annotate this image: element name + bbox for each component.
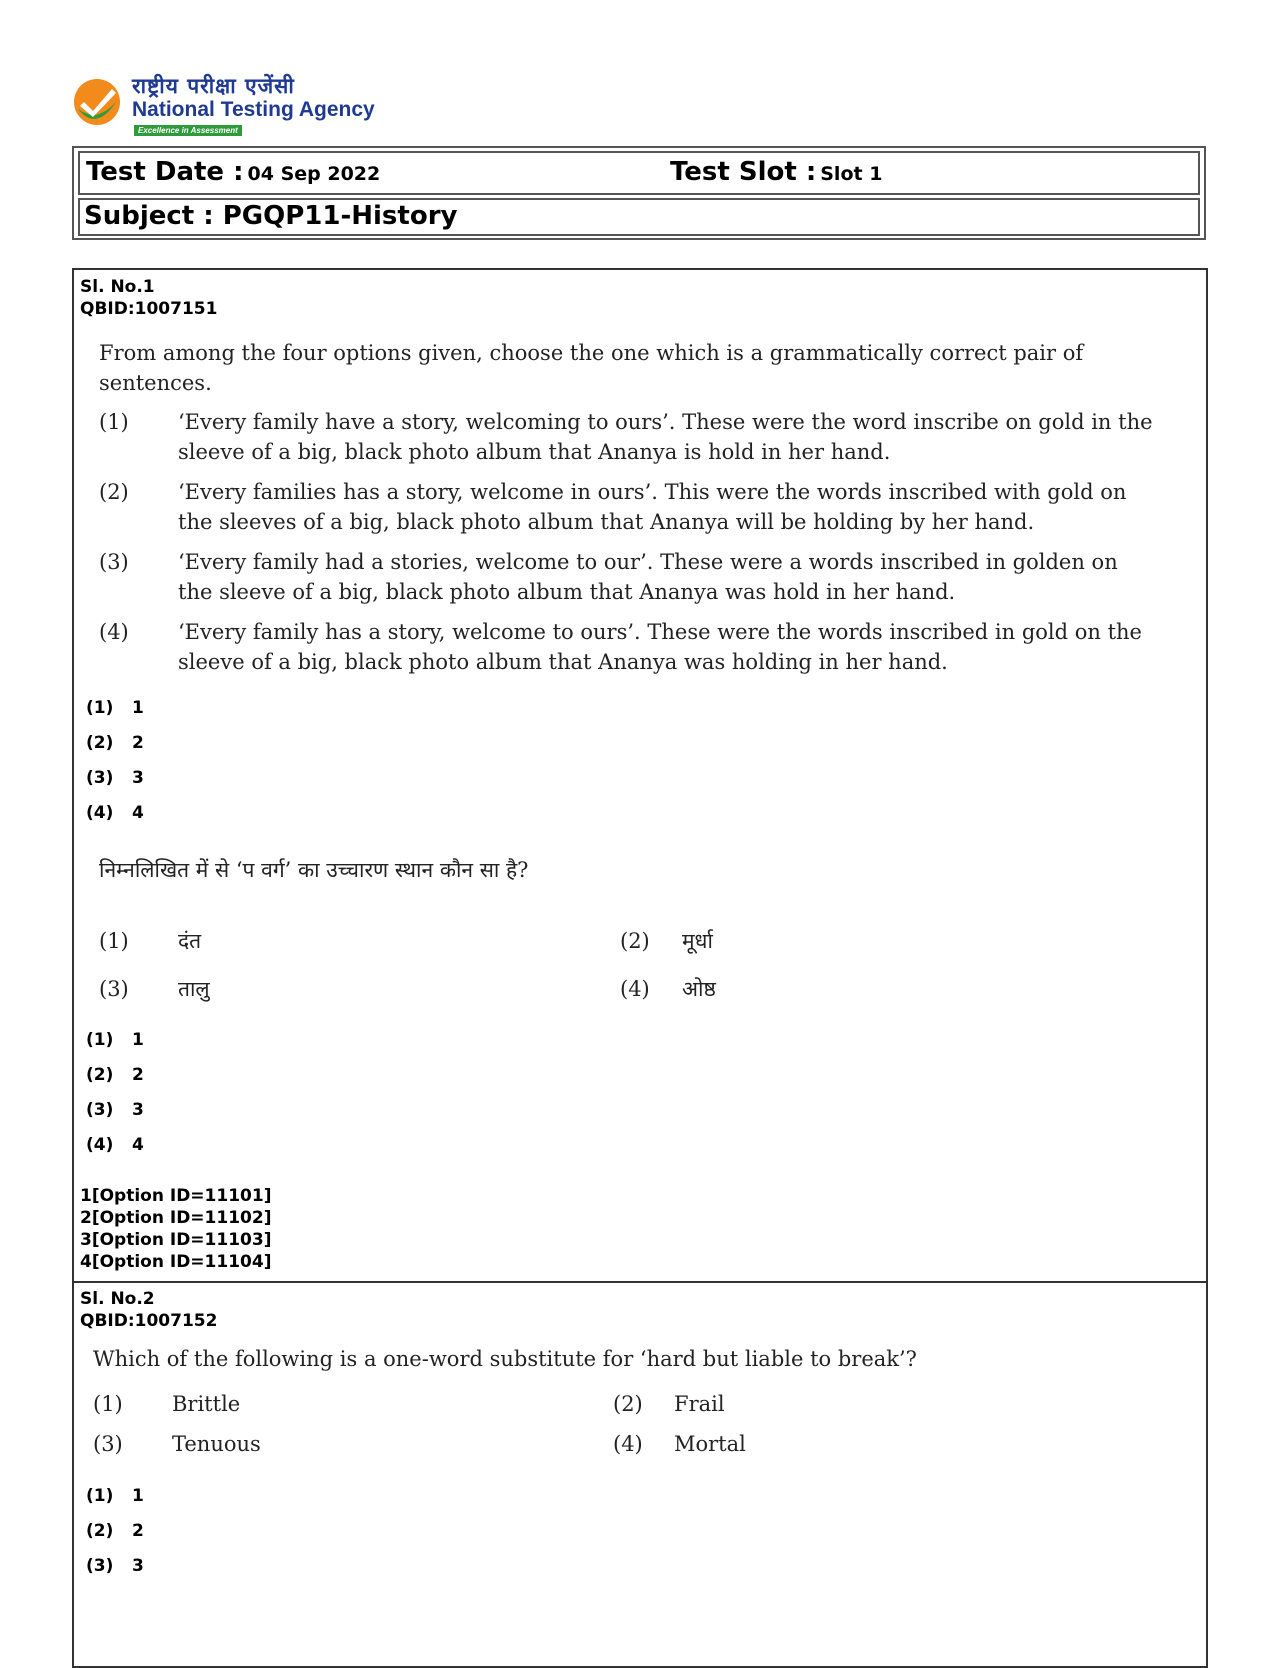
q1-hindi-option-number: (2)	[620, 929, 650, 953]
q2-option-text: Tenuous	[172, 1432, 261, 1456]
logo-english-name: National Testing Agency	[132, 98, 375, 121]
q2-stem: Which of the following is a one-word substitute for ‘hard but liable to break’?	[93, 1347, 917, 1371]
answer-choice[interactable]: (2) 2	[86, 1065, 144, 1085]
answer-choice[interactable]: (1) 1	[86, 1486, 144, 1506]
q1-stem: From among the four options given, choose the one which is a grammatically correct pair of sentences.	[99, 341, 1084, 395]
test-date-slot-row	[78, 151, 1200, 195]
q1-option-text: ‘Every family have a story, welcoming to ours’. These were the word inscribe on gold in the sleeve of a big, black photo album that Ananya is hold in her hand.	[178, 410, 1153, 464]
checkmark-logo-icon	[72, 77, 122, 127]
q2-meta	[80, 1288, 217, 1332]
q1-hindi-option-text: दंत	[178, 929, 202, 953]
q1-hindi-option-text: मूर्धा	[682, 929, 713, 953]
answer-choice[interactable]: (4) 4	[86, 803, 144, 823]
option-id: 2[Option ID=11102]	[80, 1208, 272, 1228]
test-date-value: 04 Sep 2022	[247, 163, 381, 185]
test-slot-label: Test Slot :	[670, 157, 817, 187]
logo-hindi-name: राष्ट्रीय परीक्षा एजेंसी	[132, 74, 295, 98]
q2-option-number: (3)	[93, 1432, 123, 1456]
q1-hindi-stem: निम्नलिखित में से ‘प वर्ग’ का उच्चारण स्थान कौन सा है?	[99, 858, 529, 882]
q2-option-text: Frail	[674, 1392, 725, 1416]
q1-option-number: (1)	[99, 410, 129, 434]
option-id: 3[Option ID=11103]	[80, 1230, 272, 1250]
option-id: 1[Option ID=11101]	[80, 1186, 272, 1206]
subject-row	[78, 198, 1200, 236]
q1-hindi-option-number: (4)	[620, 977, 650, 1001]
q1-sl-no: Sl. No.1	[80, 277, 155, 297]
q2-option-number: (4)	[613, 1432, 643, 1456]
q1-option-number: (4)	[99, 620, 129, 644]
test-date	[86, 157, 380, 187]
q2-option-text: Brittle	[172, 1392, 241, 1416]
q1-hindi-option-number: (1)	[99, 929, 129, 953]
q2-option-number: (1)	[93, 1392, 123, 1416]
question-divider	[72, 1281, 1208, 1283]
answer-choice[interactable]: (1) 1	[86, 698, 144, 718]
q2-qbid: QBID:1007152	[80, 1311, 218, 1331]
q1-option-text: ‘Every families has a story, welcome in ours’. This were the words inscribed with gold on the sleeves of a big, black photo album that Ananya will be holding by her hand.	[178, 480, 1127, 534]
q1-hindi-option-text: ओष्ठ	[682, 977, 716, 1001]
q1-option-number: (2)	[99, 480, 129, 504]
test-header	[72, 146, 1206, 240]
logo-tagline: Excellence in Assessment	[134, 125, 242, 136]
q1-hindi-option-number: (3)	[99, 977, 129, 1001]
q2-option-text: Mortal	[674, 1432, 746, 1456]
q2-sl-no: Sl. No.2	[80, 1289, 155, 1309]
q1-option-text: ‘Every family had a stories, welcome to our’. These were a words inscribed in golden on the sleeve of a big, black photo album that Ananya was hold in her hand.	[178, 550, 1118, 604]
q1-qbid: QBID:1007151	[80, 299, 218, 319]
test-slot	[670, 157, 882, 187]
answer-choice[interactable]: (3) 3	[86, 1100, 144, 1120]
answer-choice[interactable]: (2) 2	[86, 1521, 144, 1541]
answer-choice[interactable]: (3) 3	[86, 768, 144, 788]
test-slot-value: Slot 1	[820, 163, 883, 185]
q2-option-number: (2)	[613, 1392, 643, 1416]
q1-meta	[80, 276, 217, 320]
q1-option-text: ‘Every family has a story, welcome to ours’. These were the words inscribed in gold on the sleeve of a big, black photo album that Ananya was holding in her hand.	[178, 620, 1142, 674]
nta-logo	[72, 72, 412, 140]
q1-option-number: (3)	[99, 550, 129, 574]
q1-hindi-option-text: तालु	[178, 977, 210, 1001]
test-date-label: Test Date :	[86, 157, 244, 187]
subject-title: Subject : PGQP11-History	[84, 201, 458, 231]
answer-choice[interactable]: (1) 1	[86, 1030, 144, 1050]
option-id-list	[80, 1185, 271, 1273]
option-id: 4[Option ID=11104]	[80, 1252, 272, 1272]
answer-choice[interactable]: (2) 2	[86, 733, 144, 753]
answer-choice[interactable]: (4) 4	[86, 1135, 144, 1155]
answer-choice[interactable]: (3) 3	[86, 1556, 144, 1576]
